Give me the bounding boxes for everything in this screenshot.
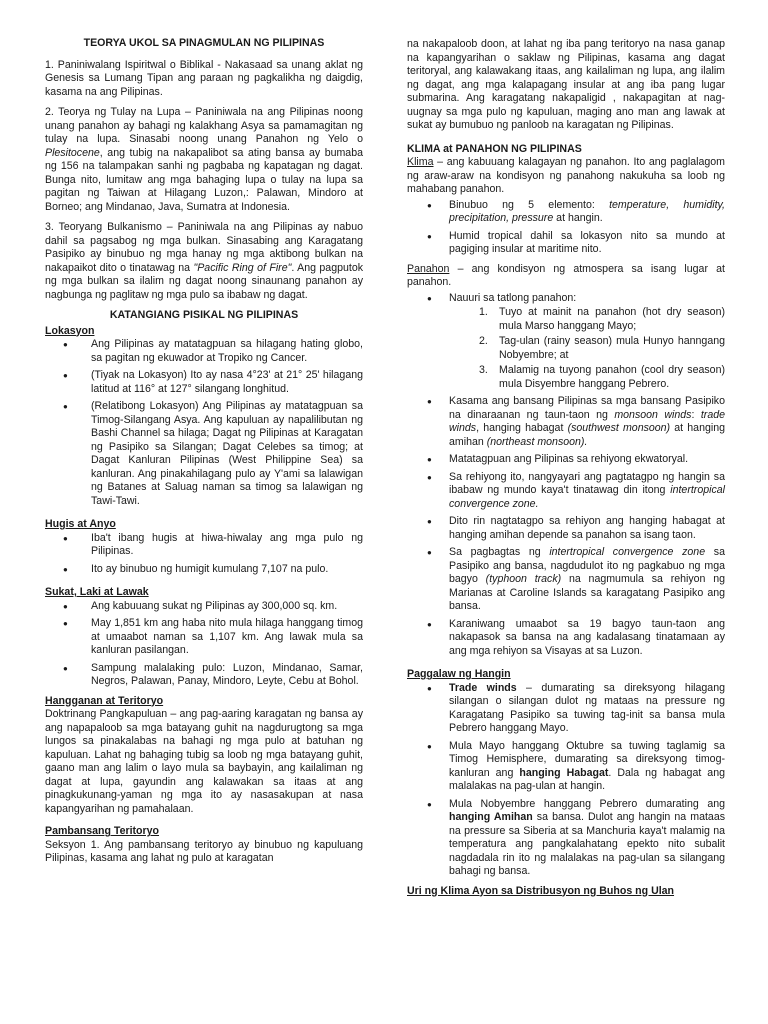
panahon-definition: Panahon – ang kondisyon ng atmospera sa isang lugar at panahon. bbox=[407, 262, 725, 288]
panahon-list-2 bbox=[407, 395, 725, 658]
list-item: ● Ang Pilipinas ay matatagpuan sa hilagang hating globo, sa pagitan ng ekuwador at Tropiko ng Cancer. bbox=[45, 338, 363, 365]
list-item: ● Mula Mayo hanggang Oktubre sa tuwing taglamig sa Timog Hemisphere, dumarating sa direksyong timog-kanluran ang hanging Habagat. Dala ng habagat ang malalakas na pag-ulan at hangin. bbox=[407, 740, 725, 794]
panahon-list bbox=[407, 292, 725, 306]
lokasyon-list bbox=[45, 338, 363, 508]
season-item: 3. Malamig na tuyong panahon (cool dry season) mula Disyembre hanggang Pebrero. bbox=[479, 364, 725, 390]
list-item: ● Matatagpuan ang Pilipinas sa rehiyong ekwatoryal. bbox=[407, 453, 725, 467]
list-item: ● Karaniwang umaabot sa 19 bagyo taun-taon ang nakapasok sa bansa na ang kadalasang tinatamaan ay ang mga rehiyon sa Visayas at sa Luzon. bbox=[407, 618, 725, 659]
hugis-heading: Hugis at Anyo bbox=[45, 518, 116, 530]
list-item: ● Iba't ibang hugis at hiwa-hiwalay ang mga pulo ng Pilipinas. bbox=[45, 532, 363, 559]
pambansang-text: Seksyon 1. Ang pambansang teritoryo ay binubuo ng kapuluang Pilipinas, kasama ang lahat ng pulo at karagatan bbox=[45, 838, 363, 864]
season-item: 1. Tuyo at mainit na panahon (hot dry season) mula Marso hanggang Mayo; bbox=[479, 306, 725, 332]
list-item: ● Nauuri sa tatlong panahon: bbox=[407, 292, 725, 306]
sukat-list bbox=[45, 600, 363, 689]
uri-heading: Uri ng Klima Ayon sa Distribusyon ng Buhos ng Ulan bbox=[407, 884, 675, 897]
lokasyon-heading: Lokasyon bbox=[45, 324, 95, 337]
territory-continuation: na nakapaloob doon, at lahat ng iba pang teritoryo na nasa ganap na kapangyarihan o saklaw ng Pilipinas, kasama ang dagat teritoryal, ang kalawakang itaas, ang kailaliman ng lupa, ang ilalim ng dagat, ang mga kalapagang insular at ang iba pang lugar submarina. Ang karagatang nakapaligid , nakapagitan at nag-uugnay sa mga pulo ng kapuluan, maging ano man ang lawak at sukat ay bumubuo ng panloob na karagatan ng Pilipinas. bbox=[407, 38, 725, 131]
list-item: ● Sa pagbagtas ng intertropical convergence zone sa Pasipiko ang bansa, nagdudulot ito ng pagkabuo ng mga bagyo (typhoon track) na nagmumula sa rehiyon ng Marianas at Caroline Islands sa karagatang Pasipiko ang bansa. bbox=[407, 546, 725, 614]
list-item: ● Ito ay binubuo ng humigit kumulang 7,107 na pulo. bbox=[45, 563, 363, 577]
list-item: ● Binubuo ng 5 elemento: temperature, humidity, precipitation, pressure at hangin. bbox=[407, 199, 725, 226]
list-item: ● (Relatibong Lokasyon) Ang Pilipinas ay matatagpuan sa Timog-Silangang Asya. Ang kapuluan ay napalilibutan ng Bashi Channel sa hilaga; Dagat ng Pilipinas at Karagatan ng Pasipiko sa Silangan; Dagat Celebes sa timog; at Dagat Kanluran Pilipinas (West Philippine Sea) sa kanluran. Ang pinakahilagang pulo ay Y'ami sa lalawigan ng Batanes at Saluag naman sa timog sa lalawigan ng Tawi-Tawi. bbox=[45, 400, 363, 508]
sukat-heading: Sukat, Laki at Lawak bbox=[45, 586, 149, 598]
list-item: ● Ang kabuuang sukat ng Pilipinas ay 300,000 sq. km. bbox=[45, 600, 363, 614]
pambansang-heading: Pambansang Teritoryo bbox=[45, 825, 160, 837]
theory-2: 2. Teorya ng Tulay na Lupa – Paniniwala na ang Pilipinas noong unang panahon ay bahagi ng kalakhang Asya sa pamamagitan ng tulay na lupa. Sinasabi noong unang Panahon ng Yelo o Plesitocene, ang tubig na nakapalibot sa ating bansa ay bumaba ng 156 na talampakan sanhi ng pagbaba ng kapatagan ng dagat. Bunga nito, lumitaw ang mga bahaging lupa o tulay na lupa sa pagitan ng Taiwan at Hilagang Luzon,: Palawan, Mindoro at Borneo; ang Mindanao, Java, Sumatra at Indonesia. bbox=[45, 106, 363, 213]
hangganan-text: Doktrinang Pangkapuluan – ang pag-aaring karagatan ng bansa ay ang napapaloob sa mga batayang guhit na nagdurugtong sa mga lungos sa pinakalabas na bahagi ng mga pulo at batuhan ng kapuluan. Lahat ng bahaging tubig sa loob ng mga batayang guhit, gaano man ang lalim o layo mula sa baybayin, ang kailaliman ng dagat at lupa, gayundin ang kalawakan sa itaas at ang pinagkukunang-yaman ng mga ito ay nasasakupan at nasa kapangyarihan ng pamahalaan. bbox=[45, 708, 363, 815]
left-column bbox=[45, 37, 363, 873]
klima-definition: Klima – ang kabuuang kalagayan ng panahon. Ito ang paglalagom ng araw-araw na kondisyon ng panahong nakukuha sa loob ng mahabang panahon. bbox=[407, 156, 725, 195]
list-item: ● Dito rin nagtatagpo sa rehiyon ang hanging habagat at hanging amihan depende sa panahon sa isang taon. bbox=[407, 515, 725, 542]
list-item: ● May 1,851 km ang haba nito mula hilaga hanggang timog at umaabot naman sa 1,107 km. Ang lawak mula sa kanluran pasilangan. bbox=[45, 617, 363, 658]
page-title: TEORYA UKOL SA PINAGMULAN NG PILIPINAS bbox=[83, 37, 325, 49]
hangganan-heading: Hangganan at Teritoryo bbox=[45, 694, 164, 707]
seasons-list bbox=[407, 306, 725, 391]
season-item: 2. Tag-ulan (rainy season) mula Hunyo hanngang Nobyembre; at bbox=[479, 335, 725, 361]
theory-3: 3. Teoryang Bulkanismo – Paniniwala na ang Pilipinas ay nabuo dahil sa pagsabog ng mga bulkan. Sinasabing ang Karagatang Pasipiko ay binubuo ng mga hanay ng mga aktibong bulkan na nakapaikot dito o tinatawag na "Pacific Ring of Fire". Ang pagputok ng mga bulkan sa ilalim ng dagat noong sinaunang panahon ay nagbunga ng paglitaw ng mga pulo sa ibabaw ng dagat. bbox=[45, 221, 364, 301]
hugis-list bbox=[45, 532, 363, 577]
list-item: ● Humid tropical dahil sa lokasyon nito sa mundo at pagiging insular at maritime nito. bbox=[407, 230, 725, 257]
list-item: ● Mula Nobyembre hanggang Pebrero dumarating ang hanging Amihan sa bansa. Dulot ang hangin na mataas na pressure sa Siberia at sa Manchuria kaya't malamig na temperatura ang pangkalahatang epekto nito subalit nagdadala rin ito ng malalakas na pag-ulan sa silangang bahagi ng bansa. bbox=[407, 798, 725, 879]
list-item: ● (Tiyak na Lokasyon) Ito ay nasa 4°23' at 21° 25' hilagang latitud at 116° at 127° silangang longhitud. bbox=[45, 369, 363, 396]
list-item: ● Kasama ang bansang Pilipinas sa mga bansang Pasipiko na dinaraanan ng taun-taon ng monsoon winds: trade winds, hanging habagat (southwest monsoon) at hanging amihan (northeast monsoon). bbox=[407, 395, 725, 449]
list-item: ● Trade winds – dumarating sa direksyong hilagang silangan o silangan dulot ng mataas na pressure ng Karagatang Pasipiko sa tuwing tag-init sa bansa mula Pebrero hanggang Mayo. bbox=[407, 682, 725, 736]
list-item: ● Sampung malalaking pulo: Luzon, Mindanao, Samar, Negros, Palawan, Panay, Mindoro, Leyte, Cebu at Bohol. bbox=[45, 662, 363, 689]
right-column bbox=[407, 38, 725, 898]
list-item: ● Sa rehiyong ito, nangyayari ang pagtatagpo ng hangin sa ibabaw ng mundo kaya't tinatawag din itong intertropical convergence zone. bbox=[407, 471, 725, 512]
section-title: KATANGIANG PISIKAL NG PILIPINAS bbox=[109, 309, 299, 321]
paggalaw-list bbox=[407, 682, 725, 879]
klima-list bbox=[407, 199, 725, 257]
theory-1: 1. Paniniwalang Ispiritwal o Biblikal - Nakasaad sa unang aklat ng Genesis sa Lumang Tipan ang paraan ng pagkalikha ng daigdig, kasama na ang Pilipinas. bbox=[45, 58, 363, 98]
klima-heading: KLIMA at PANAHON NG PILIPINAS bbox=[407, 142, 582, 155]
paggalaw-heading: Paggalaw ng Hangin bbox=[407, 668, 511, 680]
